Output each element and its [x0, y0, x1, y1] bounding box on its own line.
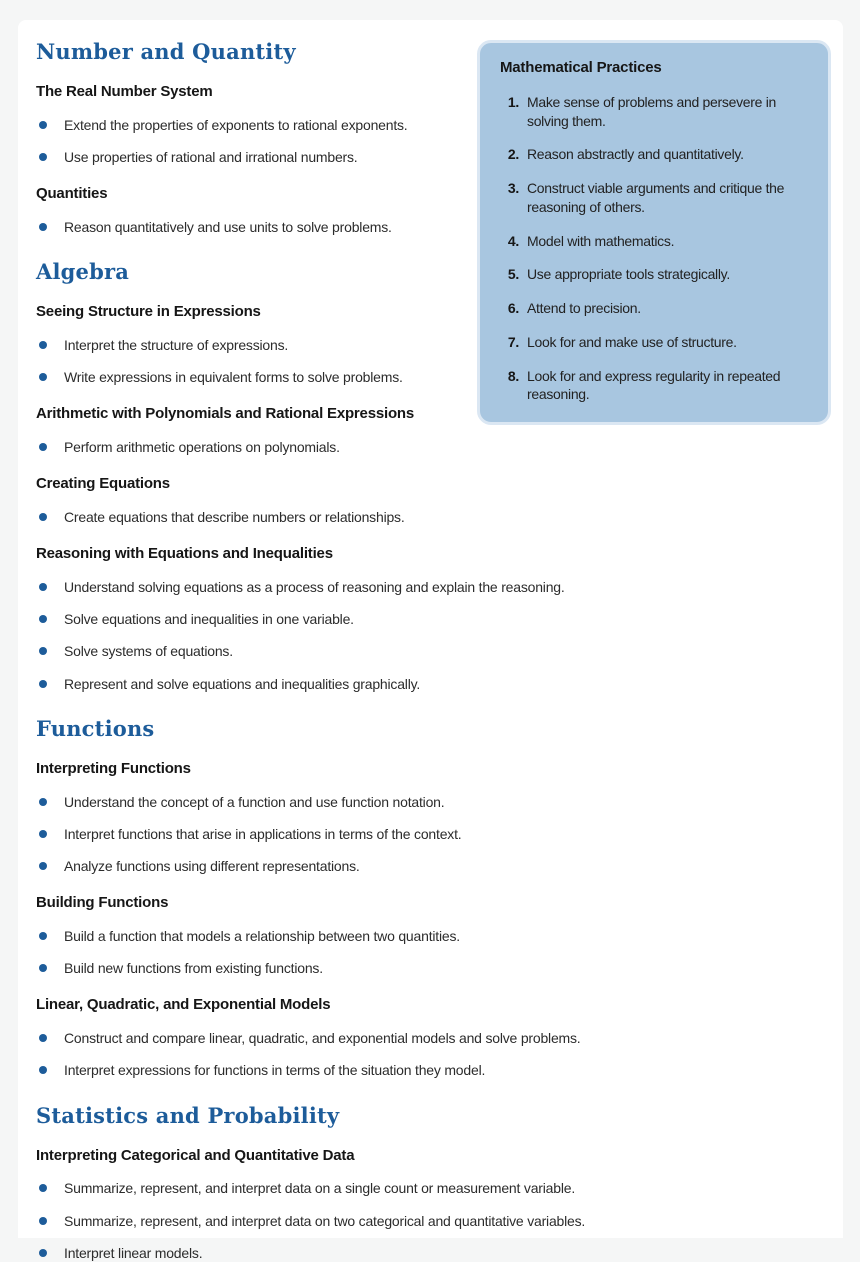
bullet-dot-icon — [39, 932, 47, 940]
practice-text: Reason abstractly and quantitatively. — [527, 146, 744, 163]
practice-number: 6. — [507, 300, 519, 316]
practice-number: 5. — [507, 266, 519, 283]
standard-item — [36, 116, 831, 134]
domain-heading: Number and Quantity — [36, 39, 296, 64]
content-panel — [18, 20, 843, 1261]
practice-number: 4. — [507, 232, 519, 249]
cluster-heading: Building Functions — [36, 894, 169, 912]
cluster-heading: Reasoning with Equations and Inequalities — [36, 545, 333, 563]
practice-number: 1. — [507, 93, 519, 110]
standard-item — [36, 857, 831, 875]
practice-text: Make sense of problems and persevere in solving them. — [527, 93, 776, 129]
bullet-dot-icon — [39, 798, 47, 806]
standard-item — [36, 825, 831, 843]
practice-text: Use appropriate tools strategically. — [527, 266, 730, 283]
bullet-dot-icon — [39, 121, 47, 129]
standard-item — [36, 1244, 831, 1262]
domain-heading: Algebra — [36, 259, 130, 285]
cluster-heading: Linear, Quadratic, and Exponential Models — [36, 996, 331, 1014]
practice-item — [497, 265, 811, 284]
bullet-dot-icon — [39, 1249, 47, 1257]
standard-text: Summarize, represent, and interpret data on two categorical and quantitative variables. — [64, 1212, 586, 1229]
standard-text: Understand the concept of a function and use function notation. — [64, 793, 445, 810]
standard-text: Solve equations and inequalities in one variable. — [64, 611, 354, 628]
cluster-heading: Creating Equations — [36, 475, 170, 493]
standard-item — [36, 675, 831, 693]
section-functions — [36, 717, 831, 1080]
domain-heading: Functions — [36, 715, 155, 741]
cluster-heading: Quantities — [36, 185, 108, 203]
standard-text: Interpret the structure of expressions. — [64, 337, 289, 354]
standard-item — [36, 218, 831, 236]
practices-box-title: Mathematical Practices — [500, 59, 662, 76]
standard-item — [36, 578, 831, 596]
bullet-dot-icon — [39, 1034, 47, 1042]
bullet-dot-icon — [39, 680, 47, 688]
bullet-dot-icon — [39, 830, 47, 838]
standard-text: Interpret functions that arise in applications in terms of the context. — [64, 825, 462, 842]
standard-text: Summarize, represent, and interpret data on a single count or measurement variable. — [64, 1180, 576, 1197]
standard-text: Analyze functions using different representations. — [64, 858, 360, 875]
bullet-dot-icon — [39, 1066, 47, 1074]
standard-text: Create equations that describe numbers or relationships. — [64, 509, 405, 526]
standard-item — [36, 1179, 831, 1197]
standard-item — [36, 438, 831, 456]
practice-number: 7. — [507, 333, 519, 350]
cluster-heading: Interpreting Categorical and Quantitative Data — [36, 1146, 355, 1164]
bullet-dot-icon — [39, 153, 47, 161]
bullet-dot-icon — [39, 1184, 47, 1192]
standard-item — [36, 368, 831, 386]
standard-text: Solve systems of equations. — [64, 643, 233, 660]
practice-text: Look for and express regularity in repeated reasoning. — [527, 367, 781, 403]
practice-number: 2. — [507, 146, 519, 163]
practice-text: Model with mathematics. — [527, 232, 675, 249]
bullet-dot-icon — [39, 513, 47, 521]
cluster-heading: Arithmetic with Polynomials and Rational Expressions — [36, 405, 415, 423]
standard-item — [36, 1212, 831, 1230]
standard-text: Represent and solve equations and inequalities graphically. — [64, 675, 421, 692]
bullet-dot-icon — [39, 964, 47, 972]
practice-number: 3. — [507, 180, 519, 196]
bullet-dot-icon — [39, 373, 47, 381]
standard-item — [36, 1029, 831, 1047]
standard-text: Build new functions from existing functions. — [64, 960, 323, 977]
standard-item — [36, 959, 831, 977]
practice-item — [497, 179, 811, 217]
practice-number: 8. — [507, 367, 519, 384]
standard-text: Interpret linear models. — [64, 1244, 203, 1261]
bullet-dot-icon — [39, 647, 47, 655]
standard-text: Construct and compare linear, quadratic, and exponential models and solve problems. — [64, 1030, 581, 1047]
cluster-heading: Interpreting Functions — [36, 759, 191, 777]
standard-text: Interpret expressions for functions in terms of the situation they model. — [64, 1062, 486, 1079]
practice-text: Look for and make use of structure. — [527, 333, 737, 350]
bullet-dot-icon — [39, 615, 47, 623]
practice-item — [497, 299, 811, 318]
standard-text: Perform arithmetic operations on polynomials. — [64, 439, 340, 456]
bullet-dot-icon — [39, 862, 47, 870]
standard-item — [36, 927, 831, 945]
standard-item — [36, 610, 831, 628]
standard-text: Build a function that models a relationship between two quantities. — [64, 928, 460, 945]
domain-heading: Statistics and Probability — [36, 1102, 340, 1128]
bullet-dot-icon — [39, 443, 47, 451]
bullet-dot-icon — [39, 1217, 47, 1225]
standard-item — [36, 508, 831, 526]
bullet-dot-icon — [39, 583, 47, 591]
standard-item — [36, 793, 831, 811]
bullet-dot-icon — [39, 341, 47, 349]
standard-text: Write expressions in equivalent forms to solve problems. — [64, 369, 403, 386]
standard-text: Extend the properties of exponents to rational exponents. — [64, 116, 408, 133]
standard-text: Understand solving equations as a process of reasoning and explain the reasoning. — [64, 579, 565, 596]
standard-item — [36, 148, 831, 166]
standard-item — [36, 1061, 831, 1079]
practice-text: Construct viable arguments and critique the reasoning of others. — [527, 180, 785, 215]
standard-text: Use properties of rational and irrational numbers. — [64, 149, 358, 166]
cluster-heading: The Real Number System — [36, 83, 213, 101]
section-statistics-and-probability — [36, 1104, 831, 1262]
cluster-heading: Seeing Structure in Expressions — [36, 303, 261, 321]
standard-item — [36, 642, 831, 660]
standard-item — [36, 336, 831, 354]
bullet-dot-icon — [39, 223, 47, 231]
standard-text: Reason quantitatively and use units to solve problems. — [64, 219, 392, 236]
practice-text: Attend to precision. — [527, 300, 641, 316]
